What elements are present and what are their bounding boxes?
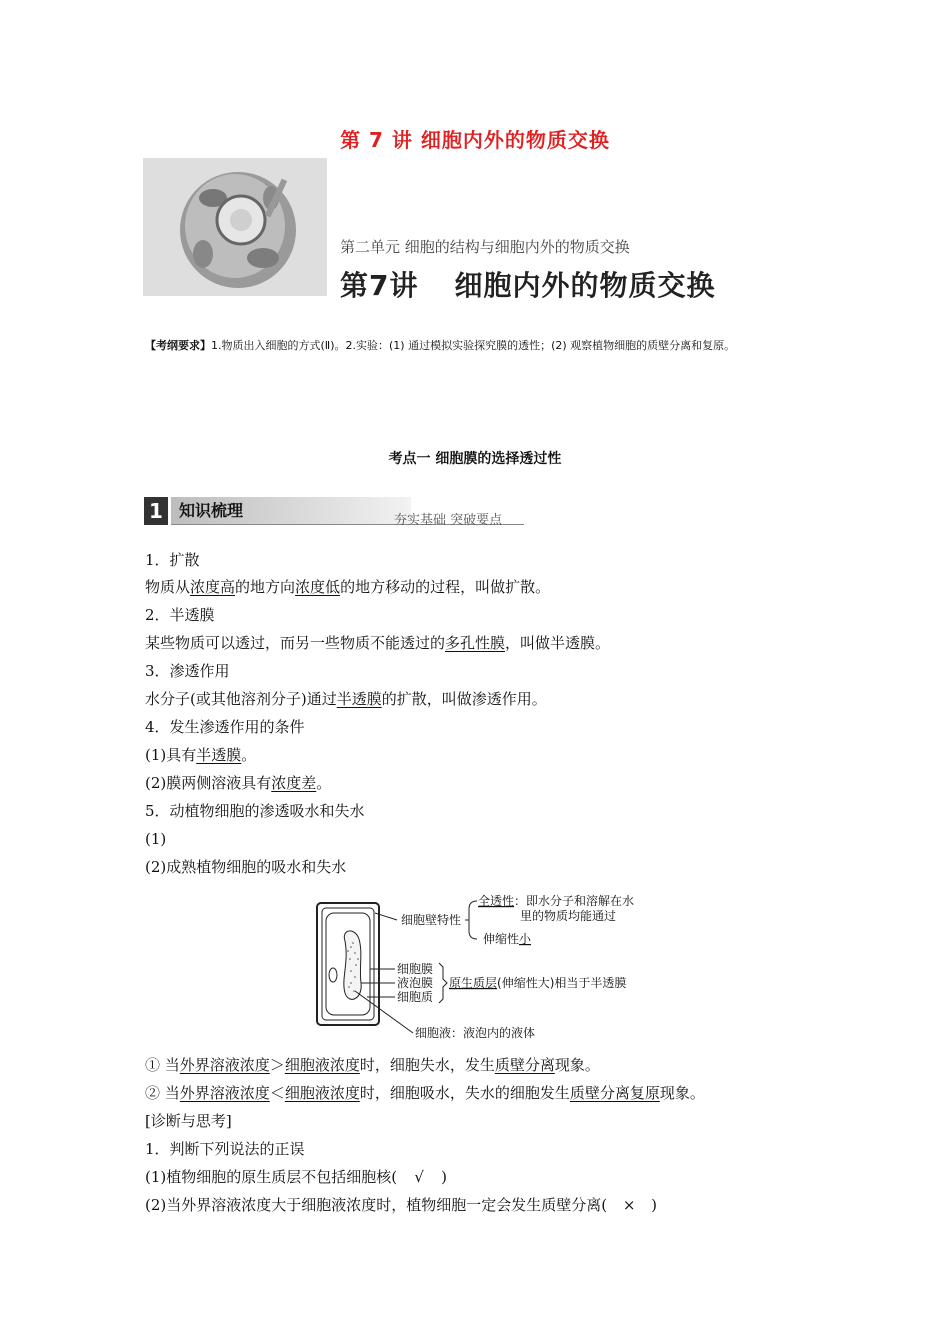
syllabus-requirements [145,337,735,353]
text: 物质从 [145,578,191,596]
text: ，叫做半透膜。 [505,634,611,652]
term-high-concentration: 浓度高 [190,578,236,596]
text: 的地方向 [235,578,296,596]
text: ② 当 [145,1084,180,1102]
term-full-perm: 全透性 [478,894,515,908]
text: ＜ [269,1084,285,1102]
brace-protoplast [439,963,447,1003]
text: 。 [316,774,332,792]
text: 时，细胞失水，发生 [359,1056,495,1074]
question-heading: 1．判断下列说法的正误 [145,1140,305,1158]
term-external: 外界溶液浓度 [179,1084,270,1102]
vacuole [344,931,361,999]
question-2 [145,1195,657,1215]
text: 现象。 [659,1084,705,1102]
text: 时，细胞吸水，失水的细胞发生 [359,1084,570,1102]
lecture-title: 细胞内外的物质交换 [454,269,716,302]
label-wall-feature: 细胞壁特性 [401,913,462,927]
text: ① 当 [145,1056,180,1074]
heading-semipermeable: 2．半透膜 [145,606,215,624]
para-diffusion [145,577,550,597]
label-full-perm-2: 里的物质均能通过 [520,909,617,923]
full-perm-desc: ：即水分子和溶解在水 [514,894,635,908]
text: 某些物质可以透过，而另一些物质不能透过的 [145,634,446,652]
term-protoplast: 原生质层 [449,976,498,990]
brace-wall [469,901,477,939]
condition-2 [145,773,331,793]
section-bar [144,497,524,528]
term-porous-membrane: 多孔性膜 [445,634,506,652]
term-small: 小 [519,932,532,946]
lecture-heading [340,264,716,304]
term-cell-sap: 细胞液浓度 [284,1084,360,1102]
term-elastic: 伸缩性 [483,932,520,946]
text: 的扩散，叫做渗透作用。 [381,690,547,708]
case-2 [145,1083,705,1103]
text: 的地方移动的过程，叫做扩散。 [340,578,551,596]
requirements-tag: 【考纲要求】 [145,339,211,352]
term-plasmolysis: 质壁分离 [494,1056,555,1074]
text: (2)当外界溶液浓度大于细胞液浓度时，植物细胞一定会发生质壁分离( [145,1196,608,1214]
cell-banner-image [143,158,327,296]
term-concentration-difference: 浓度差 [271,774,317,792]
topic-heading: 考点一 细胞膜的选择透过性 [388,451,562,467]
condition-1 [145,745,256,765]
text: (1)植物细胞的原生质层不包括细胞核( [145,1168,398,1186]
section-label: 知识梳理 [171,497,411,525]
answer-mark: √ [414,1168,424,1186]
text: ) [441,1168,447,1186]
term-cell-sap: 细胞液浓度 [284,1056,360,1074]
cell-illustration [143,158,327,296]
heading-conditions: 4．发生渗透作用的条件 [145,718,305,736]
case-1 [145,1055,600,1075]
term-semipermeable: 半透膜 [336,690,382,708]
lecture-number: 第7讲 [340,269,419,302]
section-subtitle: 夯实基础 突破要点 [394,513,503,528]
label-elastic [483,931,532,946]
label-membrane: 细胞膜 [397,962,434,976]
subitem-1: (1) [145,830,167,848]
heading-cells: 5．动植物细胞的渗透吸水和失水 [145,802,365,820]
para-semipermeable [145,633,610,653]
term-deplasmolysis: 质壁分离复原 [569,1084,660,1102]
text: ) [651,1196,657,1214]
heading-osmosis: 3．渗透作用 [145,662,230,680]
term-external: 外界溶液浓度 [179,1056,270,1074]
subitem-2: (2)成熟植物细胞的吸水和失水 [145,858,347,876]
heading-diffusion: 1．扩散 [145,551,200,569]
label-full-perm [478,893,634,908]
plant-cell-diagram [315,887,655,1047]
protoplast-desc: (伸缩性大)相当于半透膜 [497,976,627,990]
label-cell-sap: 细胞液：液泡内的液体 [415,1026,536,1040]
unit-heading: 第二单元 细胞的结构与细胞内外的物质交换 [340,238,630,256]
label-cytoplasm: 细胞质 [397,990,434,1004]
term-low-concentration: 浓度低 [295,578,341,596]
label-vacuole-membrane: 液泡膜 [397,976,434,990]
text: 现象。 [554,1056,600,1074]
nucleus [329,968,337,982]
requirements-text: 1.物质出入细胞的方式(Ⅱ)。2.实验：(1) 通过模拟实验探究膜的透性；(2) 观察植物细胞的质壁分离和复原。 [211,339,736,352]
page-title: 第 7 讲 细胞内外的物质交换 [340,128,610,152]
question-1 [145,1167,447,1187]
label-protoplast [449,975,626,990]
text: (1)具有 [145,746,197,764]
text: ＞ [269,1056,285,1074]
text: 水分子(或其他溶剂分子)通过 [145,690,337,708]
answer-mark: × [622,1196,636,1214]
diagnosis-heading: [诊断与思考] [145,1112,232,1130]
text: 。 [241,746,257,764]
term-semipermeable: 半透膜 [196,746,242,764]
para-osmosis [145,689,547,709]
section-number: 1 [144,497,168,525]
text: (2)膜两侧溶液具有 [145,774,272,792]
